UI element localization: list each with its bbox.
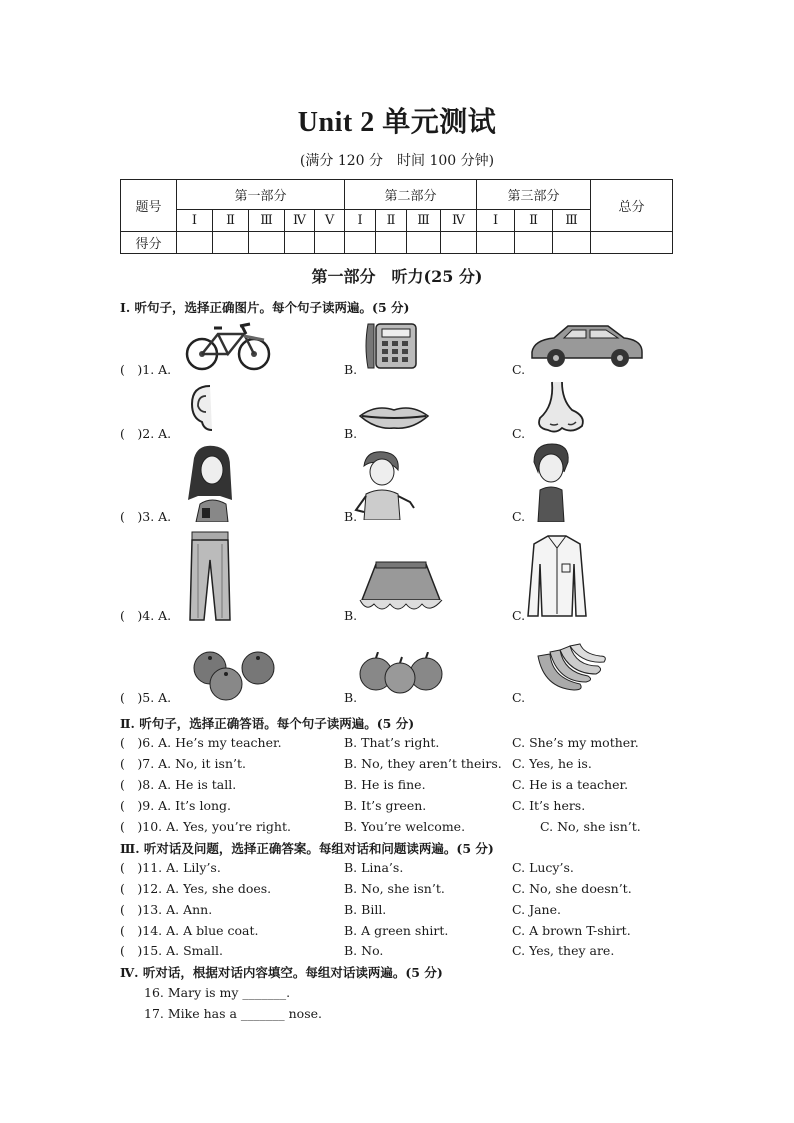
option-c: C. It’s hers. bbox=[512, 798, 586, 813]
score-cell[interactable] bbox=[213, 232, 249, 254]
score-cell[interactable] bbox=[553, 232, 591, 254]
ear-icon bbox=[188, 382, 218, 434]
option-c: C. She’s my mother. bbox=[512, 735, 639, 750]
bananas-icon bbox=[534, 642, 608, 694]
oranges-icon bbox=[188, 650, 280, 702]
part-header: 第二部分 bbox=[345, 180, 477, 210]
nose-icon bbox=[532, 380, 588, 436]
question-5: ( )5. A. bbox=[120, 690, 172, 705]
question-11: ( )11. A. Lily’s. bbox=[120, 860, 221, 875]
question-6: ( )6. A. He’s my teacher. bbox=[120, 735, 282, 750]
option-c: C. bbox=[512, 690, 526, 705]
section-heading: 第一部分 听力(25 分) bbox=[311, 267, 483, 286]
option-b: B. bbox=[344, 426, 358, 441]
question-16: 16. Mary is my _______. bbox=[144, 985, 291, 1000]
question-15: ( )15. A. Small. bbox=[120, 943, 223, 958]
score-cell[interactable] bbox=[285, 232, 315, 254]
option-c: C. Yes, he is. bbox=[512, 756, 592, 771]
score-col: Ⅳ bbox=[441, 210, 477, 232]
option-c: C. A brown T-shirt. bbox=[512, 923, 631, 938]
total-header: 总分 bbox=[591, 180, 673, 232]
score-row-label: 题号 bbox=[121, 180, 177, 232]
score-col: Ⅰ bbox=[177, 210, 213, 232]
question-2: ( )2. A. bbox=[120, 426, 172, 441]
score-col: Ⅱ bbox=[213, 210, 249, 232]
part-header: 第三部分 bbox=[477, 180, 591, 210]
long-hair-girl-icon bbox=[184, 444, 236, 522]
option-c: C. Yes, they are. bbox=[512, 943, 615, 958]
option-b: B. bbox=[344, 509, 358, 524]
option-b: B. bbox=[344, 362, 358, 377]
part3-instruction: Ⅲ. 听对话及问题，选择正确答案。每组对话和问题读两遍。(5 分) bbox=[120, 841, 494, 856]
score-cell[interactable] bbox=[345, 232, 376, 254]
part2-instruction: Ⅱ. 听句子，选择正确答语。每个句子读两遍。(5 分) bbox=[120, 716, 415, 731]
part-header: 第一部分 bbox=[177, 180, 345, 210]
short-hair-woman-icon bbox=[352, 448, 418, 520]
question-8: ( )8. A. He is tall. bbox=[120, 777, 237, 792]
score-col: Ⅰ bbox=[477, 210, 515, 232]
question-14: ( )14. A. A blue coat. bbox=[120, 923, 259, 938]
score-cell[interactable] bbox=[376, 232, 407, 254]
option-b: B. It’s green. bbox=[344, 798, 427, 813]
option-b: B. Lina’s. bbox=[344, 860, 404, 875]
bicycle-icon bbox=[184, 318, 272, 374]
score-table bbox=[120, 179, 673, 254]
question-7: ( )7. A. No, it isn’t. bbox=[120, 756, 246, 771]
score-col: Ⅲ bbox=[553, 210, 591, 232]
option-b: B. No. bbox=[344, 943, 384, 958]
score-col: Ⅰ bbox=[345, 210, 376, 232]
option-b: B. He is fine. bbox=[344, 777, 426, 792]
score-col: Ⅲ bbox=[249, 210, 285, 232]
score-cell[interactable] bbox=[441, 232, 477, 254]
option-b: B. A green shirt. bbox=[344, 923, 449, 938]
question-17: 17. Mike has a _______ nose. bbox=[144, 1006, 322, 1021]
trousers-icon bbox=[186, 530, 234, 622]
short-hair-girl-icon bbox=[526, 442, 576, 522]
shirt-icon bbox=[526, 534, 588, 618]
page-title: Unit 2 单元测试 bbox=[297, 107, 497, 138]
score-col: Ⅲ bbox=[407, 210, 441, 232]
option-b: B. That’s right. bbox=[344, 735, 440, 750]
score-cell[interactable] bbox=[249, 232, 285, 254]
score-col: Ⅴ bbox=[315, 210, 345, 232]
score-cell[interactable] bbox=[591, 232, 673, 254]
question-3: ( )3. A. bbox=[120, 509, 172, 524]
score-cell[interactable] bbox=[407, 232, 441, 254]
question-12: ( )12. A. Yes, she does. bbox=[120, 881, 272, 896]
question-10: ( )10. A. Yes, you’re right. bbox=[120, 819, 291, 834]
score-col: Ⅱ bbox=[515, 210, 553, 232]
option-b: B. bbox=[344, 690, 358, 705]
option-b: B. bbox=[344, 608, 358, 623]
score-row-label: 得分 bbox=[121, 232, 177, 254]
option-b: B. No, they aren’t theirs. bbox=[344, 756, 502, 771]
score-cell[interactable] bbox=[177, 232, 213, 254]
question-9: ( )9. A. It’s long. bbox=[120, 798, 231, 813]
option-b: B. No, she isn’t. bbox=[344, 881, 445, 896]
question-1: ( )1. A. bbox=[120, 362, 172, 377]
telephone-icon bbox=[364, 320, 418, 374]
option-b: B. You’re welcome. bbox=[344, 819, 466, 834]
apples-icon bbox=[358, 652, 446, 694]
option-c: C. No, she isn’t. bbox=[540, 819, 641, 834]
score-col: Ⅳ bbox=[285, 210, 315, 232]
option-c: C. He is a teacher. bbox=[512, 777, 629, 792]
mouth-icon bbox=[358, 402, 430, 432]
option-c: C. No, she doesn’t. bbox=[512, 881, 632, 896]
question-13: ( )13. A. Ann. bbox=[120, 902, 213, 917]
option-c: C. bbox=[512, 608, 526, 623]
part1-instruction: Ⅰ. 听句子，选择正确图片。每个句子读两遍。(5 分) bbox=[120, 300, 410, 315]
option-c: C. Jane. bbox=[512, 902, 561, 917]
part4-instruction: Ⅳ. 听对话，根据对话内容填空。每组对话读两遍。(5 分) bbox=[120, 965, 443, 980]
option-b: B. Bill. bbox=[344, 902, 387, 917]
score-cell[interactable] bbox=[477, 232, 515, 254]
skirt-icon bbox=[356, 560, 446, 616]
score-cell[interactable] bbox=[515, 232, 553, 254]
question-4: ( )4. A. bbox=[120, 608, 172, 623]
option-c: C. bbox=[512, 509, 526, 524]
score-col: Ⅱ bbox=[376, 210, 407, 232]
option-c: C. bbox=[512, 426, 526, 441]
page-subtitle: (满分 120 分 时间 100 分钟) bbox=[299, 153, 495, 169]
car-icon bbox=[528, 322, 646, 370]
option-c: C. bbox=[512, 362, 526, 377]
score-cell[interactable] bbox=[315, 232, 345, 254]
option-c: C. Lucy’s. bbox=[512, 860, 574, 875]
